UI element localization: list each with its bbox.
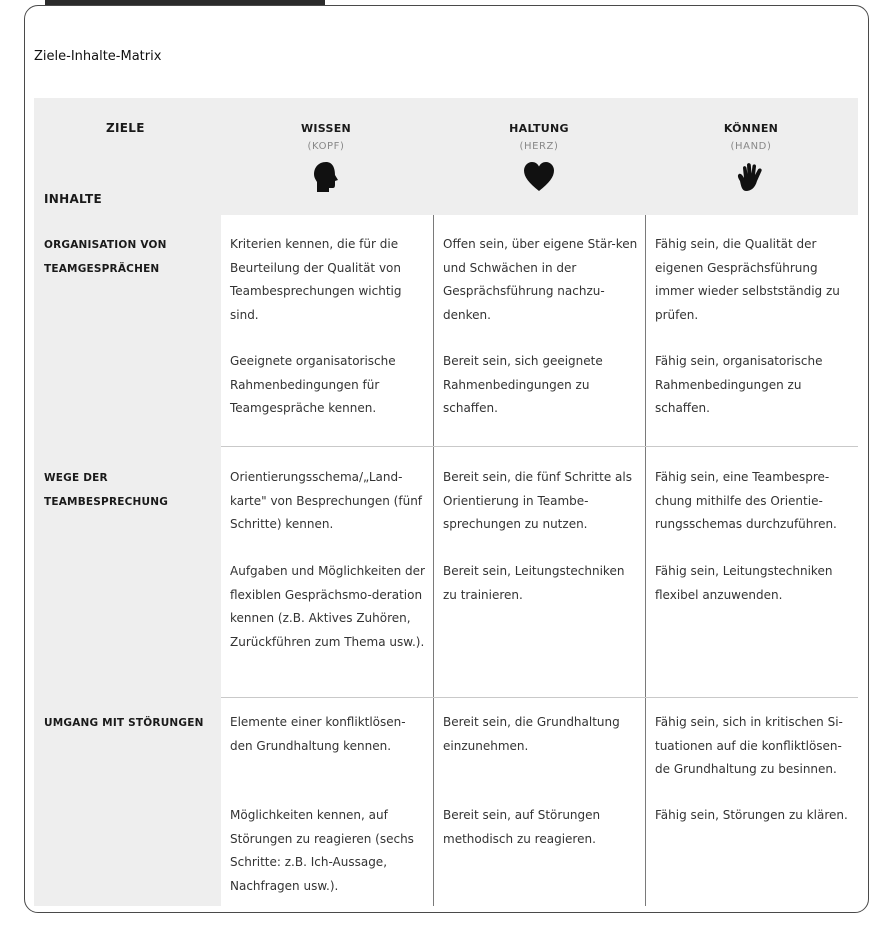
row-divider <box>221 697 858 698</box>
table-cell: Bereit sein, Leitungstechniken zu trainieren. <box>443 564 625 602</box>
column-divider <box>645 215 646 906</box>
row-divider <box>221 446 858 447</box>
column-divider <box>433 215 434 906</box>
inhalte-heading: INHALTE <box>44 192 102 206</box>
table-cell: Bereit sein, die fünf Schritte als Orientierung in Teambe-sprechungen zu nutzen. <box>443 470 632 531</box>
table-cell: Aufgaben und Möglichkeiten der flexiblen Gesprächsmo-deration kennen (z.B. Aktives Zuhören, Zurückführen zum Thema usw.). <box>230 564 425 649</box>
head-icon <box>309 160 343 194</box>
table-cell: Bereit sein, auf Störungen methodisch zu reagieren. <box>443 808 601 846</box>
table-cell: Fähig sein, eine Teambespre-chung mithilfe des Orientie-rungsschemas durchzuführen. <box>655 470 837 531</box>
row-label-stoerungen: UMGANG MIT STÖRUNGEN <box>44 717 204 729</box>
heart-icon <box>522 160 556 194</box>
hand-icon <box>734 160 768 194</box>
table-cell: Kriterien kennen, die für die Beurteilung der Qualität von Teambesprechungen wichtig sind. <box>230 237 402 322</box>
ziele-inhalte-matrix <box>34 98 858 906</box>
column-subtitle: (HAND) <box>730 141 772 152</box>
table-cell: Bereit sein, die Grundhaltung einzunehmen. <box>443 715 620 753</box>
table-cell: Fähig sein, Störungen zu klären. <box>655 808 848 822</box>
table-cell: Fähig sein, organisatorische Rahmenbedingungen zu schaffen. <box>655 354 823 415</box>
row-label-organisation: ORGANISATION VON TEAMGESPRÄCHEN <box>44 239 167 275</box>
column-header-haltung <box>469 122 609 194</box>
column-title: WISSEN <box>300 122 352 135</box>
table-cell: Fähig sein, die Qualität der eigenen Gesprächsführung immer wieder selbstständig zu prüfen. <box>655 237 840 322</box>
column-subtitle: (KOPF) <box>307 141 345 152</box>
table-cell: Geeignete organisatorische Rahmenbedingungen für Teamgespräche kennen. <box>230 354 396 415</box>
ziele-heading: ZIELE <box>106 121 145 135</box>
column-header-wissen <box>256 122 396 194</box>
column-title: KÖNNEN <box>723 122 779 135</box>
row-label-wege: WEGE DER TEAMBESPRECHUNG <box>44 472 169 508</box>
column-subtitle: (HERZ) <box>519 141 559 152</box>
table-cell: Orientierungsschema/„Land-karte" von Besprechungen (fünf Schritte) kennen. <box>230 470 423 531</box>
table-cell: Offen sein, über eigene Stär-ken und Schwächen in der Gesprächsführung nachzu-denken. <box>443 237 638 322</box>
table-cell: Fähig sein, Leitungstechniken flexibel anzuwenden. <box>655 564 833 602</box>
table-cell: Bereit sein, sich geeignete Rahmenbedingungen zu schaffen. <box>443 354 603 415</box>
table-cell: Fähig sein, sich in kritischen Si-tuationen auf die konfliktlösen-de Grundhaltung zu besinnen. <box>655 715 843 776</box>
table-cell: Möglichkeiten kennen, auf Störungen zu reagieren (sechs Schritte: z.B. Ich-Aussage, Nachfragen usw.). <box>230 808 414 893</box>
column-header-koennen <box>681 122 821 194</box>
page-title: Ziele-Inhalte-Matrix <box>34 49 162 64</box>
column-title: HALTUNG <box>509 122 569 135</box>
row-label-column <box>34 215 221 906</box>
table-cell: Elemente einer konfliktlösen-den Grundhaltung kennen. <box>230 715 406 753</box>
